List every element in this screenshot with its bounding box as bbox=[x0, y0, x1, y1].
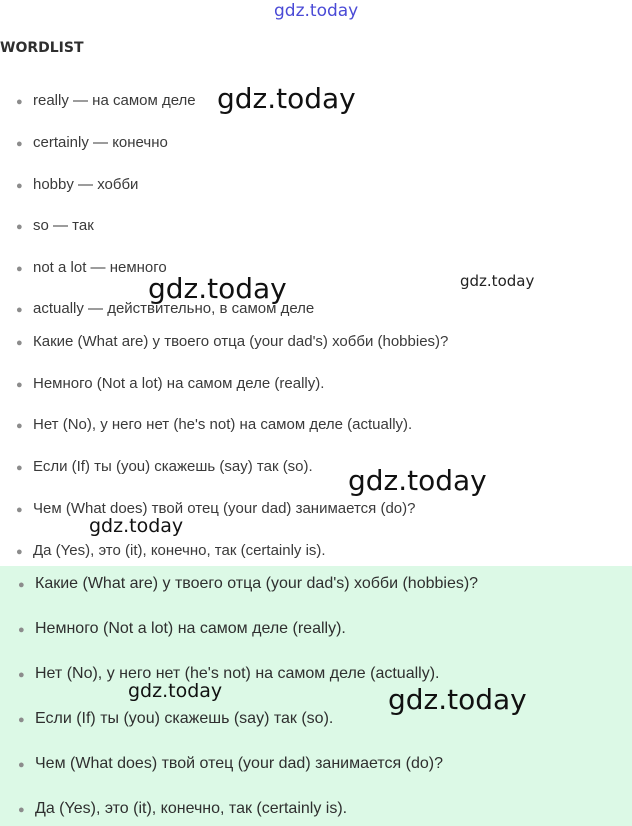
list-item: ● Нет (No), у него нет (he's not) на самом деле (actually). bbox=[18, 665, 440, 682]
bullet-icon: ● bbox=[16, 138, 23, 150]
green-box bbox=[0, 566, 632, 826]
bullet-icon: ● bbox=[18, 804, 25, 816]
bullet-icon: ● bbox=[18, 624, 25, 636]
bullet-icon: ● bbox=[16, 337, 23, 349]
list-item: ● Чем (What does) твой отец (your dad) занимается (do)? bbox=[18, 755, 443, 772]
list-item: ● Немного (Not a lot) на самом деле (really). bbox=[18, 620, 346, 637]
bullet-icon: ● bbox=[16, 420, 23, 432]
bullet-icon: ● bbox=[16, 504, 23, 516]
bullet-icon: ● bbox=[16, 180, 23, 192]
watermark: gdz.today bbox=[128, 680, 223, 702]
list-item: ● Немного (Not a lot) на самом деле (really). bbox=[16, 375, 325, 392]
list-item: ● Какие (What are) у твоего отца (your dad's) хобби (hobbies)? bbox=[16, 333, 449, 350]
list-item: ● not a lot — немного bbox=[16, 259, 167, 276]
watermark: gdz.today bbox=[148, 272, 287, 305]
bullet-icon: ● bbox=[18, 759, 25, 771]
list-item: ● Если (If) ты (you) скажешь (say) так (so). bbox=[16, 458, 313, 475]
bullet-icon: ● bbox=[16, 263, 23, 275]
list-item: ● Нет (No), у него нет (he's not) на самом деле (actually). bbox=[16, 416, 413, 433]
bullet-icon: ● bbox=[16, 379, 23, 391]
bullet-icon: ● bbox=[16, 96, 23, 108]
list-item: ● so — так bbox=[16, 217, 94, 234]
watermark: gdz.today bbox=[388, 683, 527, 716]
list-item: ● Какие (What are) у твоего отца (your dad's) хобби (hobbies)? bbox=[18, 575, 479, 592]
bullet-icon: ● bbox=[16, 546, 23, 558]
watermark: gdz.today bbox=[89, 515, 184, 537]
list-item: ● certainly — конечно bbox=[16, 134, 168, 151]
bullet-icon: ● bbox=[18, 669, 25, 681]
page-title: WORDLIST bbox=[0, 40, 84, 56]
list-item: ● Чем (What does) твой отец (your dad) занимается (do)? bbox=[16, 500, 416, 517]
list-item: ● Да (Yes), это (it), конечно, так (certainly is). bbox=[16, 542, 326, 559]
list-item: ● actually — действительно, в самом деле bbox=[16, 300, 315, 317]
watermark: gdz.today bbox=[217, 82, 356, 115]
list-item: ● Да (Yes), это (it), конечно, так (certainly is). bbox=[18, 800, 348, 817]
bullet-icon: ● bbox=[16, 221, 23, 233]
list-item: ● Если (If) ты (you) скажешь (say) так (so). bbox=[18, 710, 334, 727]
watermark: gdz.today bbox=[348, 464, 487, 497]
bullet-icon: ● bbox=[18, 579, 25, 591]
header-watermark: gdz.today bbox=[274, 1, 359, 21]
list-item: ● really — на самом деле bbox=[16, 92, 196, 109]
bullet-icon: ● bbox=[16, 462, 23, 474]
bullet-icon: ● bbox=[16, 304, 23, 316]
bullet-icon: ● bbox=[18, 714, 25, 726]
watermark: gdz.today bbox=[460, 272, 535, 290]
list-item: ● hobby — хобби bbox=[16, 176, 139, 193]
